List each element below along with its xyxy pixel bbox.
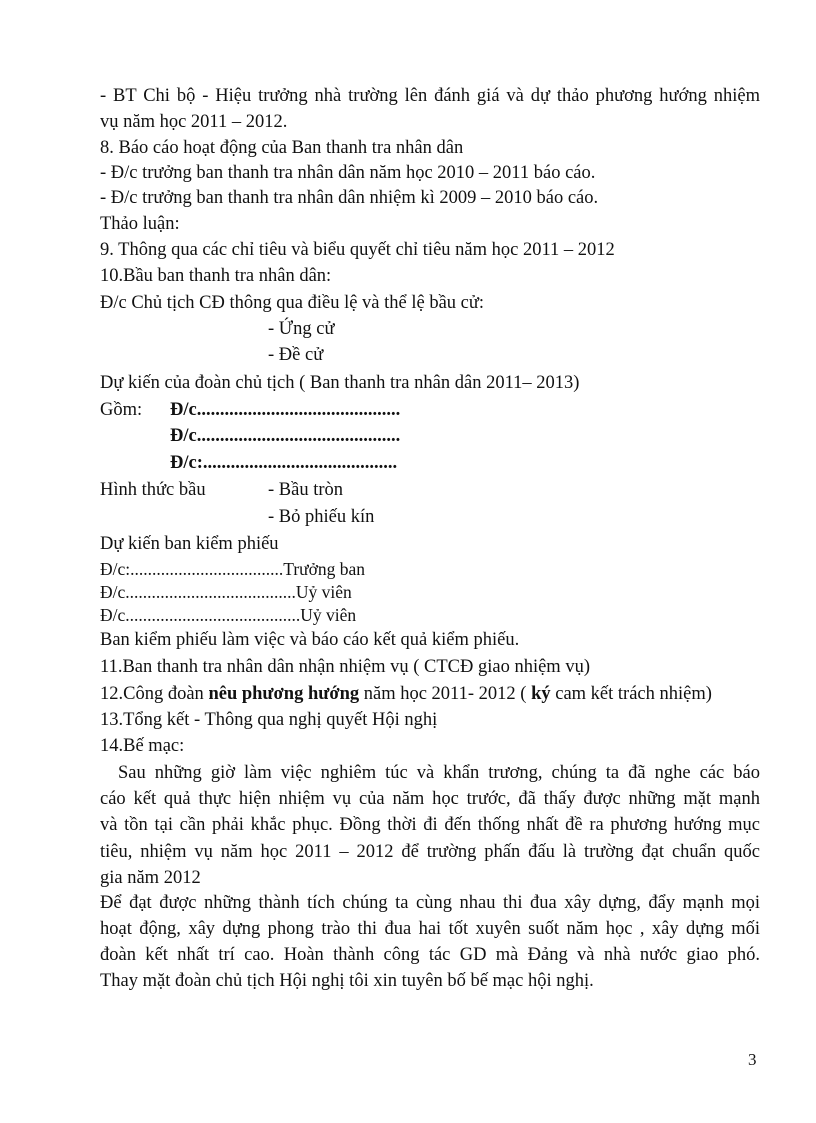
discussion-label: Thảo luận: [100, 214, 180, 234]
section-heading-10: 10.Bầu ban thanh tra nhân dân: [100, 266, 332, 286]
paragraph-line: cáo kết quả thực hiện nhiệm vụ của năm học trước, đã thấy được những mặt mạnh [100, 789, 760, 809]
list-item: - Bầu tròn [268, 480, 344, 500]
section-heading-8: 8. Báo cáo hoạt động của Ban thanh tra nhân dân [100, 138, 464, 158]
text-segment-bold: ký [531, 684, 551, 704]
text-line: Dự kiến của đoàn chủ tịch ( Ban thanh tra nhân dân 2011– 2013) [100, 373, 580, 393]
paragraph-line: Để đạt được những thành tích chúng ta cùng nhau thi đua xây dựng, đẩy mạnh mọi [100, 893, 760, 913]
section-heading-14: 14.Bế mạc: [100, 736, 185, 756]
page-number: 3 [748, 1050, 757, 1069]
list-item: - Ứng cử [268, 319, 335, 339]
paragraph-line: gia năm 2012 [100, 868, 201, 888]
member-blank: Đ/c............................................ [170, 400, 401, 420]
text-line: Dự kiến ban kiểm phiếu [100, 534, 279, 554]
counter-line: Đ/c.......................................Uỷ viên [100, 582, 352, 602]
text-segment-bold: nêu phương hướng [208, 684, 360, 704]
section-heading-13: 13.Tổng kết - Thông qua nghị quyết Hội nghị [100, 710, 438, 730]
member-blank: Đ/c............................................ [170, 426, 401, 446]
members-label: Gồm: [100, 400, 143, 420]
paragraph-line: tiêu, nhiệm vụ năm học 2011 – 2012 để trường phấn đấu là trường đạt chuẩn quốc [100, 842, 760, 862]
text-line: Ban kiểm phiếu làm việc và báo cáo kết quả kiểm phiếu. [100, 630, 520, 650]
text-segment: năm học 2011- 2012 ( [359, 684, 532, 704]
text-line: - Đ/c trưởng ban thanh tra nhân dân năm học 2010 – 2011 báo cáo. [100, 163, 596, 183]
section-heading-9: 9. Thông qua các chỉ tiêu và biểu quyết chỉ tiêu năm học 2011 – 2012 [100, 240, 615, 260]
paragraph-line: đoàn kết nhất trí cao. Hoàn thành công tác GD mà Đảng và nhà nước giao phó. [100, 945, 760, 965]
vote-form-label: Hình thức bầu [100, 480, 206, 500]
paragraph-line: Sau những giờ làm việc nghiêm túc và khẩn trương, chúng ta đã nghe các báo [118, 763, 760, 783]
section-heading-12 [100, 682, 712, 706]
text-segment: 12.Công đoàn [100, 684, 209, 704]
member-blank: Đ/c:.......................................... [170, 453, 398, 473]
list-item: - Đề cử [268, 345, 324, 365]
list-item: - Bỏ phiếu kín [268, 507, 375, 527]
section-heading-11: 11.Ban thanh tra nhân dân nhận nhiệm vụ ( CTCĐ giao nhiệm vụ) [100, 657, 590, 677]
counter-line: Đ/c:...................................Trưởng ban [100, 559, 366, 579]
text-line: - BT Chi bộ - Hiệu trưởng nhà trường lên đánh giá và dự thảo phương hướng nhiệm [100, 86, 760, 106]
paragraph-line: hoạt động, xây dựng phong trào thi đua hai tốt xuyên suốt năm học , xây dựng mối [100, 919, 760, 939]
text-line: Đ/c Chủ tịch CĐ thông qua điều lệ và thể lệ bầu cử: [100, 293, 485, 313]
text-line: - Đ/c trưởng ban thanh tra nhân dân nhiệm kì 2009 – 2010 báo cáo. [100, 188, 599, 208]
paragraph-line: Thay mặt đoàn chủ tịch Hội nghị tôi xin tuyên bố bế mạc hội nghị. [100, 971, 594, 991]
text-segment: cam kết trách nhiệm) [550, 684, 712, 704]
counter-line: Đ/c........................................Uỷ viên [100, 605, 357, 625]
paragraph-line: và tồn tại cần phải khắc phục. Đồng thời đi đến thống nhất đề ra phương hướng mục [100, 815, 760, 835]
text-line: vụ năm học 2011 – 2012. [100, 112, 288, 132]
